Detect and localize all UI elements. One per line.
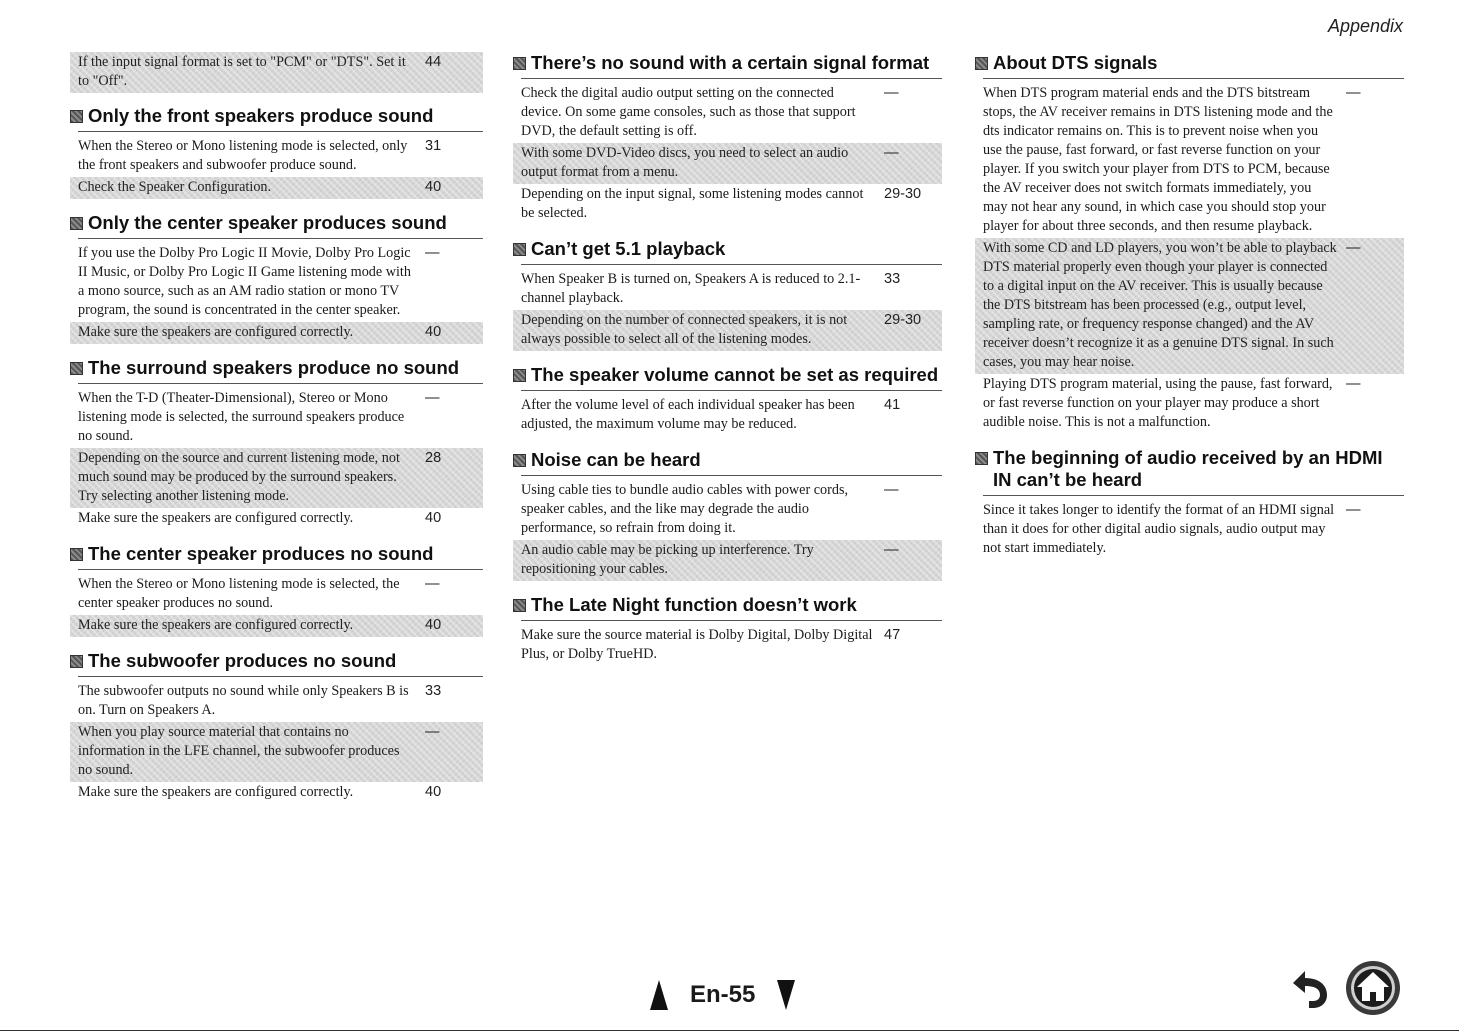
entry-text: When the T-D (Theater-Dimensional), Stereo or Mono listening mode is selected, the surround speakers produce no sound. bbox=[78, 390, 405, 444]
section-title: The subwoofer produces no sound bbox=[70, 650, 483, 672]
back-arrow-icon[interactable] bbox=[1283, 965, 1333, 1010]
entry bbox=[70, 388, 483, 448]
entry bbox=[70, 574, 483, 615]
page-ref: — bbox=[884, 542, 899, 558]
section-title: The Late Night function doesn’t work bbox=[513, 594, 942, 616]
note-entry bbox=[513, 310, 942, 351]
page-ref: 40 bbox=[425, 179, 442, 195]
bullet-icon bbox=[70, 655, 83, 668]
entry-text: Make sure the speakers are configured correctly. bbox=[78, 617, 354, 633]
page-ref: — bbox=[425, 390, 440, 406]
entry bbox=[975, 500, 1404, 560]
section-51-playback bbox=[513, 238, 942, 351]
page-ref: 29-30 bbox=[884, 312, 922, 328]
entry-text: When Speaker B is turned on, Speakers A is reduced to 2.1-channel playback. bbox=[521, 271, 861, 306]
bullet-icon bbox=[70, 362, 83, 375]
entry-text: If the input signal format is set to "PCM" or "DTS". Set it to "Off". bbox=[78, 54, 406, 89]
entry-text: With some CD and LD players, you won’t be able to playback DTS material properly even though your player is connected to a digital input on the AV receiver. This is usually because the DTS bitstream has been processed (e.g., output level, sampling rate, or frequency response changed) and the AV receiver doesn’t recognize it as a genuine DTS signal. In such cases, you may hear noise. bbox=[983, 240, 1337, 370]
entry-text: If you use the Dolby Pro Logic II Movie, Dolby Pro Logic II Music, or Dolby Pro Logic II Game listening mode with a mono source, such as an AM radio station or mono TV program, the sound is concentrated in the center speaker. bbox=[78, 245, 411, 318]
section-noise bbox=[513, 449, 942, 581]
page-ref: 33 bbox=[884, 271, 901, 287]
section-title: Noise can be heard bbox=[513, 449, 942, 471]
entry-text: Make sure the speakers are configured correctly. bbox=[78, 510, 354, 526]
entry bbox=[513, 480, 942, 540]
entry bbox=[513, 83, 942, 143]
entry bbox=[70, 508, 483, 530]
page-ref: 33 bbox=[425, 683, 442, 699]
section-hdmi-beginning bbox=[975, 447, 1404, 560]
section-title: The surround speakers produce no sound bbox=[70, 357, 483, 379]
entry-text: Make sure the speakers are configured correctly. bbox=[78, 324, 354, 340]
entry-text: Playing DTS program material, using the pause, fast forward, or fast reverse function on your player may produce a short audible noise. This is not a malfunction. bbox=[983, 376, 1333, 430]
section-title: The speaker volume cannot be set as required bbox=[513, 364, 942, 386]
page-ref: 47 bbox=[884, 627, 901, 643]
page-ref: — bbox=[884, 85, 899, 101]
note-entry bbox=[975, 238, 1404, 374]
bullet-icon bbox=[513, 57, 526, 70]
entry bbox=[513, 269, 942, 310]
section-title: The center speaker produces no sound bbox=[70, 543, 483, 565]
page-ref: 44 bbox=[425, 54, 442, 70]
page-ref: — bbox=[1346, 502, 1361, 518]
bullet-icon bbox=[513, 243, 526, 256]
entry-text: When the Stereo or Mono listening mode is selected, only the front speakers and subwoofer produce sound. bbox=[78, 138, 408, 173]
entry bbox=[975, 83, 1404, 238]
home-icon[interactable] bbox=[1343, 958, 1403, 1018]
entry-text: After the volume level of each individual speaker has been adjusted, the maximum volume may be reduced. bbox=[521, 397, 855, 432]
page-ref: — bbox=[884, 482, 899, 498]
page-ref: 40 bbox=[425, 617, 442, 633]
page-navigation bbox=[650, 980, 795, 1010]
section-title: About DTS signals bbox=[975, 52, 1404, 74]
entry-text: Depending on the number of connected speakers, it is not always possible to select all of the listening modes. bbox=[521, 312, 848, 347]
bullet-icon bbox=[513, 369, 526, 382]
section-title: There’s no sound with a certain signal format bbox=[513, 52, 942, 74]
bullet-icon bbox=[975, 452, 988, 465]
note-entry bbox=[70, 448, 483, 508]
entry-text: Check the Speaker Configuration. bbox=[78, 179, 272, 195]
section-subwoofer-none bbox=[70, 650, 483, 804]
next-page-icon[interactable] bbox=[777, 980, 795, 1010]
entry bbox=[70, 681, 483, 722]
entry bbox=[513, 395, 942, 436]
entry-text: An audio cable may be picking up interference. Try repositioning your cables. bbox=[521, 542, 814, 577]
page-ref: — bbox=[1346, 240, 1361, 256]
page-ref: 31 bbox=[425, 138, 442, 154]
column-middle bbox=[513, 52, 942, 679]
entry-text: Make sure the speakers are configured correctly. bbox=[78, 784, 354, 800]
section-signal-format bbox=[513, 52, 942, 225]
entry-text: When DTS program material ends and the DTS bitstream stops, the AV receiver remains in DTS listening mode and the dts indicator remains on. This is to prevent noise when you use the pause, fast forward, or fast reverse function on your player. If you switch your player from DTS to PCM, because the AV receiver does not switch formats immediately, you may not hear any sound, in which case you should stop your player for about three seconds, and then resume playback. bbox=[983, 85, 1333, 234]
page-ref: 40 bbox=[425, 324, 442, 340]
section-title: Only the center speaker produces sound bbox=[70, 212, 483, 234]
note-entry bbox=[70, 722, 483, 782]
page-ref: — bbox=[1346, 376, 1361, 392]
entry-text: Using cable ties to bundle audio cables with power cords, speaker cables, and the like may degrade the audio performance, so refrain from doing it. bbox=[521, 482, 849, 536]
note-entry bbox=[513, 143, 942, 184]
appendix-label: Appendix bbox=[1327, 16, 1403, 36]
page-ref: — bbox=[425, 724, 440, 740]
page-ref: 28 bbox=[425, 450, 442, 466]
page-ref: — bbox=[425, 576, 440, 592]
entry bbox=[70, 782, 483, 804]
bullet-icon bbox=[70, 110, 83, 123]
entry-text: Depending on the input signal, some listening modes cannot be selected. bbox=[521, 186, 864, 221]
entry-text: When the Stereo or Mono listening mode is selected, the center speaker produces no sound. bbox=[78, 576, 400, 611]
entry-text: Depending on the source and current listening mode, not much sound may be produced by the surround speakers. Try selecting another listening mode. bbox=[78, 450, 400, 504]
section-center-none bbox=[70, 543, 483, 637]
bottom-rule bbox=[0, 1030, 1459, 1031]
entry bbox=[513, 625, 942, 666]
section-center-only bbox=[70, 212, 483, 344]
page-ref: 40 bbox=[425, 784, 442, 800]
note-entry bbox=[70, 52, 483, 93]
note-entry bbox=[70, 177, 483, 199]
section-title: Only the front speakers produce sound bbox=[70, 105, 483, 127]
entry-text: When you play source material that contains no information in the LFE channel, the subwoofer produces no sound. bbox=[78, 724, 400, 778]
page-ref: — bbox=[1346, 85, 1361, 101]
section-dts-signals bbox=[975, 52, 1404, 434]
entry-text: Since it takes longer to identify the format of an HDMI signal than it does for other digital audio signals, audio output may not start immediately. bbox=[983, 502, 1335, 556]
section-late-night bbox=[513, 594, 942, 666]
page-ref: — bbox=[884, 145, 899, 161]
column-left bbox=[70, 52, 483, 817]
entry-text: The subwoofer outputs no sound while only Speakers B is on. Turn on Speakers A. bbox=[78, 683, 409, 718]
page-ref: — bbox=[425, 245, 440, 261]
bullet-icon bbox=[70, 217, 83, 230]
entry bbox=[513, 184, 942, 225]
entry bbox=[975, 374, 1404, 434]
bullet-icon bbox=[975, 57, 988, 70]
entry-text: Make sure the source material is Dolby Digital, Dolby Digital Plus, or Dolby TrueHD. bbox=[521, 627, 873, 662]
section-front-speakers bbox=[70, 105, 483, 199]
previous-page-icon[interactable] bbox=[650, 980, 668, 1010]
column-right bbox=[975, 52, 1404, 573]
entry bbox=[70, 136, 483, 177]
note-entry bbox=[513, 540, 942, 581]
note-entry bbox=[70, 615, 483, 637]
section-surround-none bbox=[70, 357, 483, 530]
page-number: En-55 bbox=[690, 981, 756, 1008]
bullet-icon bbox=[513, 454, 526, 467]
page-ref: 29-30 bbox=[884, 186, 922, 202]
bullet-icon bbox=[70, 548, 83, 561]
entry bbox=[70, 243, 483, 322]
section-speaker-volume bbox=[513, 364, 942, 436]
bullet-icon bbox=[513, 599, 526, 612]
entry-text: Check the digital audio output setting on the connected device. On some game consoles, such as those that support DVD, the default setting is off. bbox=[521, 85, 856, 139]
note-entry bbox=[70, 322, 483, 344]
section-title: The beginning of audio received by an HDMI IN can’t be heard bbox=[975, 447, 1404, 491]
section-title: Can’t get 5.1 playback bbox=[513, 238, 942, 260]
page-ref: 41 bbox=[884, 397, 901, 413]
entry-text: With some DVD-Video discs, you need to select an audio output format from a menu. bbox=[521, 145, 849, 180]
page-ref: 40 bbox=[425, 510, 442, 526]
